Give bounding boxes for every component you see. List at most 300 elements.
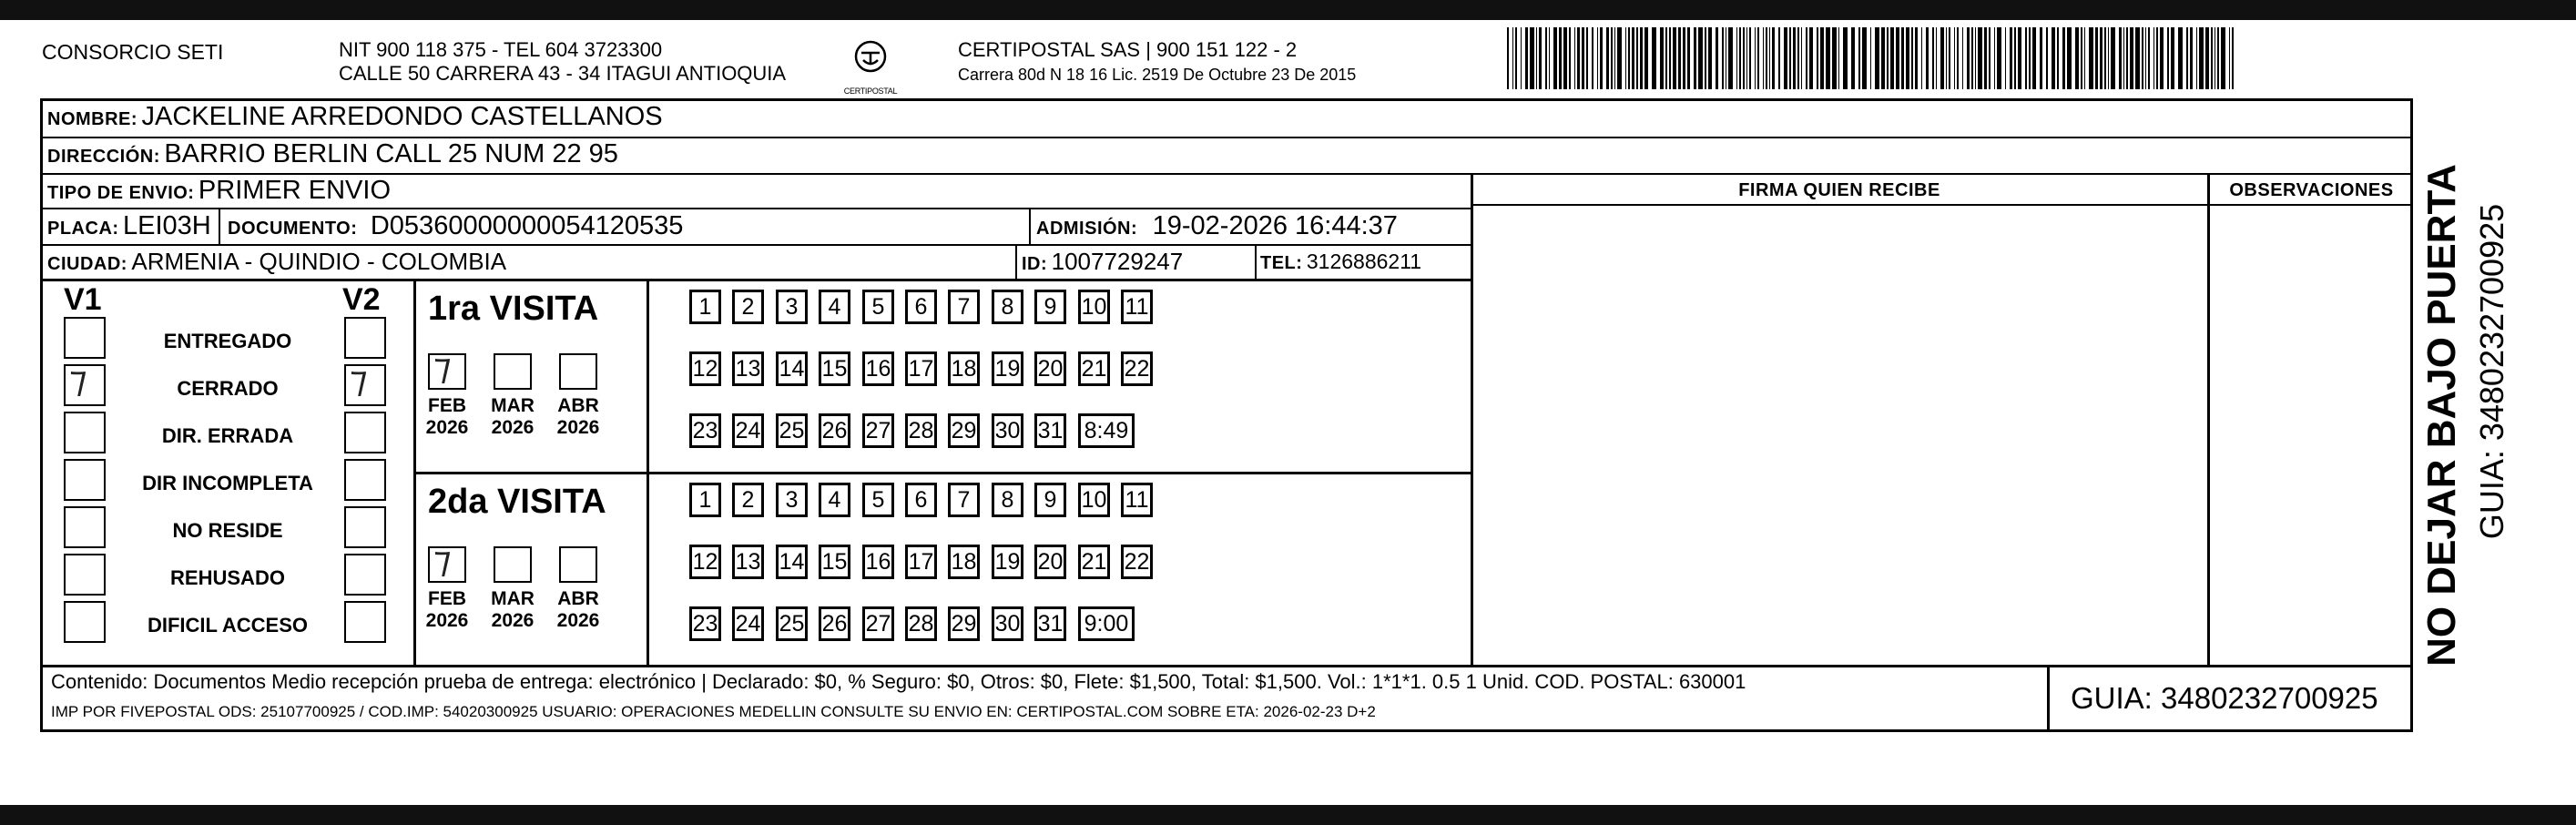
barcode-bar: [2126, 27, 2128, 89]
barcode-bar: [1763, 27, 1765, 89]
footer-guia: GUIA: 3480232700925: [2071, 681, 2378, 715]
barcode-bar: [1994, 27, 1996, 89]
day-box[interactable]: 4: [819, 483, 850, 517]
barcode-bar: [1559, 27, 1562, 89]
barcode-bar: [1936, 27, 1938, 89]
col-divider: [2207, 173, 2210, 666]
v1-checkbox[interactable]: [64, 459, 106, 501]
tipo-envio-row: [47, 176, 391, 206]
barcode-bar: [1536, 27, 1538, 89]
month-label: FEB 2026: [425, 588, 469, 631]
v2-checkbox[interactable]: [344, 459, 386, 501]
month-checkbox[interactable]: [428, 539, 466, 583]
barcode-bar: [1921, 27, 1923, 89]
day-box[interactable]: 17: [905, 351, 937, 386]
day-box[interactable]: 8: [992, 483, 1023, 517]
barcode-bar: [1665, 27, 1667, 89]
cell-divider: [219, 209, 220, 244]
barcode-bar: [1975, 27, 1977, 89]
day-box[interactable]: 23: [689, 413, 721, 448]
certipostal-line: CERTIPOSTAL SAS | 900 151 122 - 2: [958, 38, 1298, 61]
col-divider: [2047, 665, 2050, 732]
barcode-bar: [1705, 27, 1706, 89]
day-box[interactable]: 26: [819, 606, 850, 641]
day-box[interactable]: 3: [776, 483, 808, 517]
barcode-bar: [2010, 27, 2012, 89]
day-box[interactable]: 1: [689, 290, 721, 324]
v1-checkbox[interactable]: [64, 601, 106, 643]
barcode-bar: [1984, 27, 1987, 89]
barcode-bar: [1862, 27, 1867, 89]
barcode-bar: [1722, 27, 1724, 89]
barcode-bar: [1949, 27, 1950, 89]
day-box[interactable]: 29: [948, 606, 980, 641]
day-box[interactable]: 8: [992, 290, 1023, 324]
tipo-envio-value: PRIMER ENVIO: [198, 176, 392, 205]
barcode-bar: [2142, 27, 2143, 89]
barcode-bar: [2025, 27, 2027, 89]
barcode-bar: [1545, 27, 1547, 89]
barcode-bar: [1809, 27, 1814, 89]
barcode-bar: [2190, 27, 2193, 89]
status-option-label: CERRADO: [177, 377, 279, 400]
nombre-label: NOMBRE:: [47, 109, 138, 129]
barcode-bar: [1728, 27, 1733, 89]
day-box[interactable]: 13: [732, 351, 764, 386]
barcode-bar: [1549, 27, 1551, 89]
barcode-bar: [1843, 27, 1848, 89]
handwritten-check: ⁊: [350, 359, 368, 401]
day-box[interactable]: 15: [819, 351, 850, 386]
day-box[interactable]: 26: [819, 413, 850, 448]
day-box[interactable]: 11: [1121, 483, 1153, 517]
v1-checkbox[interactable]: [64, 359, 106, 406]
barcode-bar: [1636, 27, 1638, 89]
barcode-bar: [2221, 27, 2225, 89]
barcode-bar: [2032, 27, 2037, 89]
cell-divider: [1015, 246, 1017, 279]
v2-checkbox[interactable]: [344, 359, 386, 406]
day-box[interactable]: 8:49: [1078, 413, 1135, 448]
barcode-bar: [2046, 27, 2048, 89]
second-visit-title: 2da VISITA: [428, 483, 606, 521]
barcode-bar: [1736, 27, 1738, 89]
barcode-bar: [1606, 27, 1609, 89]
barcode-bar: [1673, 27, 1677, 89]
day-box[interactable]: 31: [1034, 413, 1066, 448]
admision-row: [1036, 211, 1398, 241]
day-box[interactable]: 18: [948, 545, 980, 579]
barcode-bar: [2075, 27, 2080, 89]
day-box[interactable]: 30: [992, 606, 1023, 641]
company-name: CONSORCIO SETI: [42, 40, 224, 64]
month-checkbox[interactable]: [494, 546, 532, 583]
barcode-bar: [1851, 27, 1856, 89]
barcode-bar: [1582, 27, 1584, 89]
tel-value: 3126886211: [1306, 250, 1422, 273]
barcode-bar: [1778, 27, 1780, 89]
barcode-bar: [2095, 27, 2098, 89]
day-box[interactable]: 7: [948, 290, 980, 324]
day-box[interactable]: 2: [732, 290, 764, 324]
day-box[interactable]: 31: [1034, 606, 1066, 641]
day-box[interactable]: 4: [819, 290, 850, 324]
barcode-bar: [1971, 27, 1973, 89]
cell-divider: [1255, 246, 1257, 279]
day-box[interactable]: 6: [905, 290, 937, 324]
documento-value: D05360000000054120535: [370, 211, 684, 240]
barcode-bar: [2160, 27, 2164, 89]
handwritten-check: ⁊: [69, 359, 87, 401]
day-box[interactable]: 12: [689, 545, 721, 579]
barcode-bar: [2057, 27, 2059, 89]
barcode-bar: [1640, 27, 1643, 89]
day-box[interactable]: 9:00: [1078, 606, 1135, 641]
barcode-bar: [1906, 27, 1910, 89]
day-box[interactable]: 9: [1034, 483, 1066, 517]
barcode-bar: [1806, 27, 1807, 89]
v1-checkbox[interactable]: [64, 506, 106, 548]
day-box[interactable]: 3: [776, 290, 808, 324]
first-visit-title: 1ra VISITA: [428, 290, 599, 328]
day-box[interactable]: 27: [862, 413, 894, 448]
barcode-bar: [2084, 27, 2086, 89]
ciudad-label: CIUDAD:: [47, 254, 127, 274]
tipo-envio-label: TIPO DE ENVIO:: [47, 183, 195, 203]
barcode-bar: [2232, 27, 2234, 89]
barcode-bar: [1687, 27, 1690, 89]
barcode-bar: [2040, 27, 2042, 89]
barcode-bar: [2145, 27, 2147, 89]
day-box[interactable]: 14: [776, 545, 808, 579]
barcode-bar: [1915, 27, 1918, 89]
side-no-dejar: [2415, 98, 2469, 732]
v1-label: V1: [64, 282, 102, 317]
barcode-bar: [1926, 27, 1929, 89]
barcode-bar: [1784, 27, 1788, 89]
barcode-bar: [1525, 27, 1528, 89]
barcode-bar: [2119, 27, 2122, 89]
day-box[interactable]: 22: [1121, 545, 1153, 579]
barcode-bar: [1521, 27, 1522, 89]
status-option-label: DIR INCOMPLETA: [142, 472, 313, 494]
no-dejar-text: NO DEJAR BAJO PUERTA: [2419, 164, 2464, 667]
barcode-bar: [1887, 27, 1889, 89]
direccion-value: BARRIO BERLIN CALL 25 NUM 22 95: [164, 139, 618, 168]
barcode-bar: [2171, 27, 2175, 89]
barcode-bar: [1820, 27, 1825, 89]
visit-divider: [416, 472, 1471, 474]
barcode-bar: [2052, 27, 2056, 89]
barcode-bar: [2199, 27, 2204, 89]
barcode-bar: [2130, 27, 2134, 89]
handwritten-check: ⁊: [433, 539, 452, 581]
v2-checkbox[interactable]: [344, 601, 386, 643]
barcode-bar: [2211, 27, 2213, 89]
day-box[interactable]: 15: [819, 545, 850, 579]
admision-label: ADMISIÓN:: [1036, 219, 1138, 239]
barcode-bar: [1553, 27, 1556, 89]
barcode-bar: [1577, 27, 1580, 89]
v2-label: V2: [342, 282, 381, 317]
barcode-bar: [2186, 27, 2188, 89]
month-checkbox[interactable]: [494, 353, 532, 390]
barcode-bar: [1749, 27, 1751, 89]
tel-row: [1260, 250, 1421, 274]
barcode-bar: [2029, 27, 2031, 89]
barcode-bar: [1978, 27, 1982, 89]
status-option-label: NO RESIDE: [172, 519, 283, 542]
tel-label: TEL:: [1260, 253, 1303, 273]
barcode-bar: [2111, 27, 2115, 89]
day-box[interactable]: 20: [1034, 545, 1066, 579]
barcode-bar: [1574, 27, 1576, 89]
barcode-bar: [1628, 27, 1630, 89]
barcode-bar: [1875, 27, 1879, 89]
month-label: ABR 2026: [556, 588, 600, 631]
barcode-bar: [2081, 27, 2082, 89]
barcode-bar: [1940, 27, 1943, 89]
barcode-bar: [1932, 27, 1934, 89]
barcode-bar: [1989, 27, 1991, 89]
day-box[interactable]: 13: [732, 545, 764, 579]
barcode-bar: [1515, 27, 1517, 89]
day-box[interactable]: 16: [862, 351, 894, 386]
day-box[interactable]: 10: [1078, 483, 1110, 517]
barcode-bar: [1890, 27, 1895, 89]
barcode-bar: [2135, 27, 2140, 89]
barcode-bar: [1832, 27, 1837, 89]
day-box[interactable]: 24: [732, 606, 764, 641]
month-checkbox[interactable]: [559, 546, 597, 583]
barcode-bar: [1632, 27, 1634, 89]
barcode-bar: [1614, 27, 1616, 89]
certipostal-logo: CERTIPOSTAL: [843, 36, 898, 87]
day-box[interactable]: 29: [948, 413, 980, 448]
handwritten-check: ⁊: [433, 346, 452, 388]
barcode-bar: [1793, 27, 1796, 89]
day-box[interactable]: 24: [732, 413, 764, 448]
barcode-bar: [1507, 27, 1509, 89]
day-box[interactable]: 11: [1121, 290, 1153, 324]
barcode-bar: [1597, 27, 1599, 89]
barcode-bar: [2062, 27, 2065, 89]
barcode-bar: [1539, 27, 1542, 89]
barcode-bar: [2123, 27, 2125, 89]
status-option-label: DIR. ERRADA: [161, 424, 294, 447]
day-box[interactable]: 10: [1078, 290, 1110, 324]
barcode-bar: [2100, 27, 2103, 89]
nombre-value: JACKELINE ARREDONDO CASTELLANOS: [141, 102, 663, 131]
day-box[interactable]: 17: [905, 545, 937, 579]
barcode-bar: [2067, 27, 2072, 89]
day-box[interactable]: 25: [776, 413, 808, 448]
observaciones-header: OBSERVACIONES: [2229, 180, 2394, 200]
barcode-bar: [2196, 27, 2198, 89]
footer-divider: [40, 665, 2413, 667]
barcode-bar: [1911, 27, 1913, 89]
row-divider: [40, 137, 2413, 138]
barcode-bar: [2108, 27, 2110, 89]
barcode-bar: [1739, 27, 1741, 89]
nombre-row: [47, 102, 663, 132]
barcode-bar: [1881, 27, 1886, 89]
barcode-bar: [1896, 27, 1899, 89]
barcode-bar: [2217, 27, 2219, 89]
day-box[interactable]: 21: [1078, 545, 1110, 579]
side-guia: [2469, 98, 2515, 732]
license-line: Carrera 80d N 18 16 Lic. 2519 De Octubre 23 De 2015: [958, 66, 1357, 84]
documento-row: [228, 211, 683, 241]
day-box[interactable]: 19: [992, 351, 1023, 386]
barcode-bar: [1660, 27, 1665, 89]
barcode-bar: [1569, 27, 1571, 89]
barcode-bar: [2167, 27, 2169, 89]
footer-contenido: Contenido: Documentos Medio recepción prueba de entrega: electrónico | Declarado: $0, % Seguro: $0, Otros: $0, Flete: $1,500, Total: $1,500. Vol.: 1*1*1. 0.5 1 Unid. COD. POSTAL: 630001: [51, 670, 1746, 693]
barcode-bar: [1600, 27, 1603, 89]
barcode-bar: [2014, 27, 2016, 89]
barcode-bar: [1678, 27, 1681, 89]
barcode-bar: [1592, 27, 1593, 89]
barcode-bar: [1797, 27, 1799, 89]
cell-divider: [1029, 209, 1031, 244]
month-label: MAR 2026: [491, 395, 535, 438]
row-divider: [40, 173, 2413, 175]
day-box[interactable]: 28: [905, 413, 937, 448]
day-box[interactable]: 20: [1034, 351, 1066, 386]
barcode-bar: [2215, 27, 2216, 89]
day-box[interactable]: 30: [992, 413, 1023, 448]
barcode-bar: [1858, 27, 1860, 89]
barcode-bar: [2104, 27, 2106, 89]
placa-label: PLACA:: [47, 219, 119, 239]
day-box[interactable]: 12: [689, 351, 721, 386]
ciudad-value: ARMENIA - QUINDIO - COLOMBIA: [131, 248, 507, 275]
barcode-bar: [1801, 27, 1803, 89]
row-divider: [40, 244, 1471, 246]
day-box[interactable]: 9: [1034, 290, 1066, 324]
barcode-bar: [1708, 27, 1713, 89]
month-label: ABR 2026: [556, 395, 600, 438]
placa-value: LEI03H: [123, 211, 211, 240]
day-box[interactable]: 19: [992, 545, 1023, 579]
address-line: CALLE 50 CARRERA 43 - 34 ITAGUI ANTIOQUIA: [339, 62, 787, 85]
day-box[interactable]: 28: [905, 606, 937, 641]
barcode-bar: [1611, 27, 1613, 89]
day-box[interactable]: 18: [948, 351, 980, 386]
barcode-bar: [1838, 27, 1840, 89]
bottom-border: [0, 805, 2576, 825]
barcode-bar: [1586, 27, 1588, 89]
barcode-bar: [1563, 27, 1568, 89]
barcode-bar: [1683, 27, 1685, 89]
status-option-label: REHUSADO: [170, 566, 285, 589]
day-box[interactable]: 1: [689, 483, 721, 517]
v1-checkbox[interactable]: [64, 317, 106, 359]
status-option-label: DIFICIL ACCESO: [147, 614, 308, 637]
id-label: ID:: [1022, 254, 1048, 274]
v1-checkbox[interactable]: [64, 412, 106, 453]
day-box[interactable]: 16: [862, 545, 894, 579]
day-box[interactable]: 5: [862, 290, 894, 324]
direccion-label: DIRECCIÓN:: [47, 147, 160, 167]
barcode-bar: [2089, 27, 2093, 89]
barcode-bar: [1826, 27, 1830, 89]
day-box[interactable]: 27: [862, 606, 894, 641]
month-checkbox[interactable]: [559, 353, 597, 390]
barcode-bar: [1530, 27, 1534, 89]
barcode-bar: [1957, 27, 1959, 89]
barcode-bar: [2153, 27, 2155, 89]
barcode-bar: [1946, 27, 1948, 89]
barcode-bar: [1625, 27, 1627, 89]
barcode-bar: [1644, 27, 1649, 89]
barcode-bar: [1698, 27, 1703, 89]
nit-line: NIT 900 118 375 - TEL 604 3723300: [339, 38, 663, 61]
id-value: 1007729247: [1051, 248, 1184, 275]
month-label: FEB 2026: [425, 395, 469, 438]
row-divider: [1471, 204, 2413, 206]
barcode-bar: [1967, 27, 1970, 89]
firma-header: FIRMA QUIEN RECIBE: [1738, 180, 1940, 200]
barcode-bar: [2178, 27, 2183, 89]
day-box[interactable]: 6: [905, 483, 937, 517]
day-box[interactable]: 14: [776, 351, 808, 386]
barcode-bar: [2229, 27, 2231, 89]
v2-checkbox[interactable]: [344, 506, 386, 548]
barcode-bar: [1512, 27, 1514, 89]
barcode-bar: [2156, 27, 2158, 89]
barcode-bar: [1617, 27, 1622, 89]
barcode-bar: [1772, 27, 1775, 89]
day-box[interactable]: 21: [1078, 351, 1110, 386]
v1-checkbox[interactable]: [64, 554, 106, 596]
documento-label: DOCUMENTO:: [228, 219, 358, 239]
v2-checkbox[interactable]: [344, 412, 386, 453]
barcode-bar: [1766, 27, 1767, 89]
day-box[interactable]: 23: [689, 606, 721, 641]
barcode-bar: [1901, 27, 1904, 89]
admision-value: 19-02-2026 16:44:37: [1152, 211, 1398, 240]
day-box[interactable]: 5: [862, 483, 894, 517]
barcode-bar: [1789, 27, 1791, 89]
footer-imp: IMP POR FIVEPOSTAL ODS: 25107700925 / COD.IMP: 54020300925 USUARIO: OPERACIONES MEDELLIN CONSULTE SU ENVIO EN: CERTIPOSTAL.COM SOBRE ETA: 2026-02-23 D+2: [51, 703, 1376, 720]
row-divider: [40, 279, 1471, 281]
barcode-bar: [2148, 27, 2150, 89]
barcode-bar: [1726, 27, 1727, 89]
month-checkbox[interactable]: [428, 346, 466, 390]
direccion-row: [47, 139, 618, 169]
day-box[interactable]: 7: [948, 483, 980, 517]
barcode-bar: [1755, 27, 1756, 89]
barcode-bar: [1716, 27, 1718, 89]
v2-checkbox[interactable]: [344, 317, 386, 359]
status-option-label: ENTREGADO: [163, 330, 292, 352]
v2-checkbox[interactable]: [344, 554, 386, 596]
day-box[interactable]: 22: [1121, 351, 1153, 386]
ciudad-row: [47, 248, 506, 276]
barcode-bar: [1870, 27, 1872, 89]
barcode-bar: [1743, 27, 1745, 89]
day-box[interactable]: 25: [776, 606, 808, 641]
day-box[interactable]: 2: [732, 483, 764, 517]
barcode-bar: [1954, 27, 1956, 89]
barcode-bar: [1669, 27, 1671, 89]
barcode-bar: [2005, 27, 2007, 89]
col-divider: [1471, 173, 1473, 666]
top-border: [0, 0, 2576, 20]
barcode-bar: [1817, 27, 1818, 89]
